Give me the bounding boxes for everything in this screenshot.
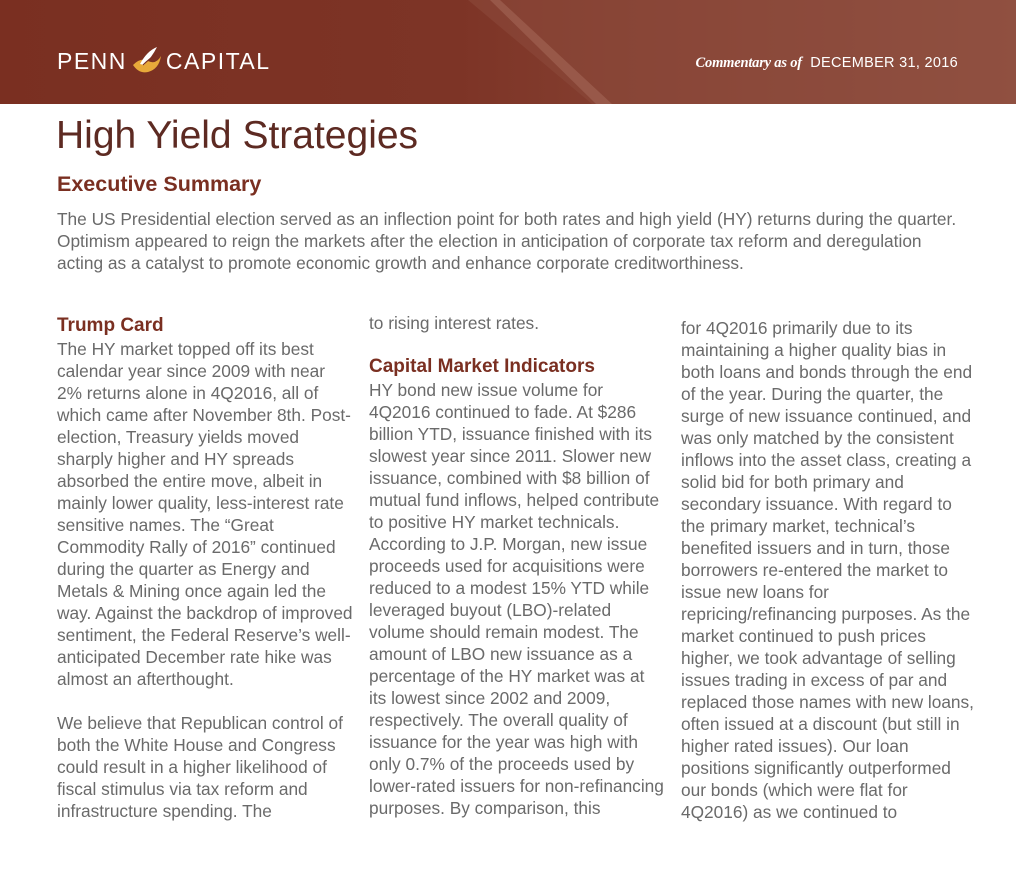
executive-summary-heading: Executive Summary bbox=[57, 172, 262, 196]
column-1-paragraph-2: We believe that Republican control of both the White House and Congress could result in a higher likelihood of fiscal stimulus via tax reform and infrastructure spending. The bbox=[57, 713, 343, 821]
column-3 bbox=[681, 317, 977, 823]
column-1 bbox=[57, 312, 353, 822]
logo-mark-icon bbox=[130, 44, 164, 78]
commentary-date bbox=[696, 55, 958, 72]
column-2-lead-text: to rising interest rates. bbox=[369, 313, 540, 333]
logo-text-right: CAPITAL bbox=[165, 47, 271, 74]
column-3-paragraph-1: for 4Q2016 primarily due to its maintaining a higher quality bias in both loans and bonds through the end of the year. During the quarter, the surge of new issuance continued, and was only matched by the consistent inflows into the asset class, creating a solid bid for both primary and secondary issuance. With regard to the primary market, technical’s benefited issuers and in turn, those borrowers re-entered the market to issue new loans for repricing/refinancing purposes. As the market continued to push prices higher, we took advantage of selling issues trading in excess of par and replaced those names with new loans, often issued at a discount (but still in higher rated issues). Our loan positions significantly outperformed our bonds (which were flat for 4Q2016) as we continued to bbox=[681, 318, 974, 822]
header-banner bbox=[0, 0, 1016, 104]
date-text: DECEMBER 31, 2016 bbox=[810, 55, 958, 71]
page-title: High Yield Strategies bbox=[56, 114, 419, 157]
column-2 bbox=[369, 312, 665, 819]
logo-text-left: PENN bbox=[57, 47, 127, 74]
capital-market-indicators-heading: Capital Market Indicators bbox=[369, 356, 595, 377]
commentary-label: Commentary as of bbox=[695, 55, 802, 71]
company-logo bbox=[57, 44, 271, 78]
column-1-paragraph-1: The HY market topped off its best calendar year since 2009 with near 2% returns alone in 4Q2016, all of which came after November 8th. Post-election, Treasury yields moved sharply higher and HY spreads absorbed the entire move, albeit in mainly lower quality, less-interest rate sensitive names. The “Great Commodity Rally of 2016” continued during the quarter as Energy and Metals & Mining once again led the way. Against the backdrop of improved sentiment, the Federal Reserve’s well-anticipated December rate hike was almost an afterthought. bbox=[57, 339, 353, 689]
column-2-paragraph-1: HY bond new issue volume for 4Q2016 continued to fade. At $286 billion YTD, issuance finished with its slowest year since 2011. Slower new issuance, combined with $8 billion of mutual fund inflows, helped contribute to positive HY market technicals. According to J.P. Morgan, new issue proceeds used for acquisitions were reduced to a modest 15% YTD while leveraged buyout (LBO)-related volume should remain modest. The amount of LBO new issuance as a percentage of the HY market was at its lowest since 2002 and 2009, respectively. The overall quality of issuance for the year was high with only 0.7% of the proceeds used by lower-rated issuers for non-refinancing purposes. By comparison, this bbox=[369, 380, 664, 818]
trump-card-heading: Trump Card bbox=[57, 315, 164, 336]
executive-summary-text: The US Presidential election served as an inflection point for both rates and high yield (HY) returns during the quarter. Optimism appeared to reign the markets after the election in anticipation of corporate tax reform and deregulation acting as a catalyst to promote economic growth and enhance corporate creditworthiness. bbox=[57, 209, 957, 273]
